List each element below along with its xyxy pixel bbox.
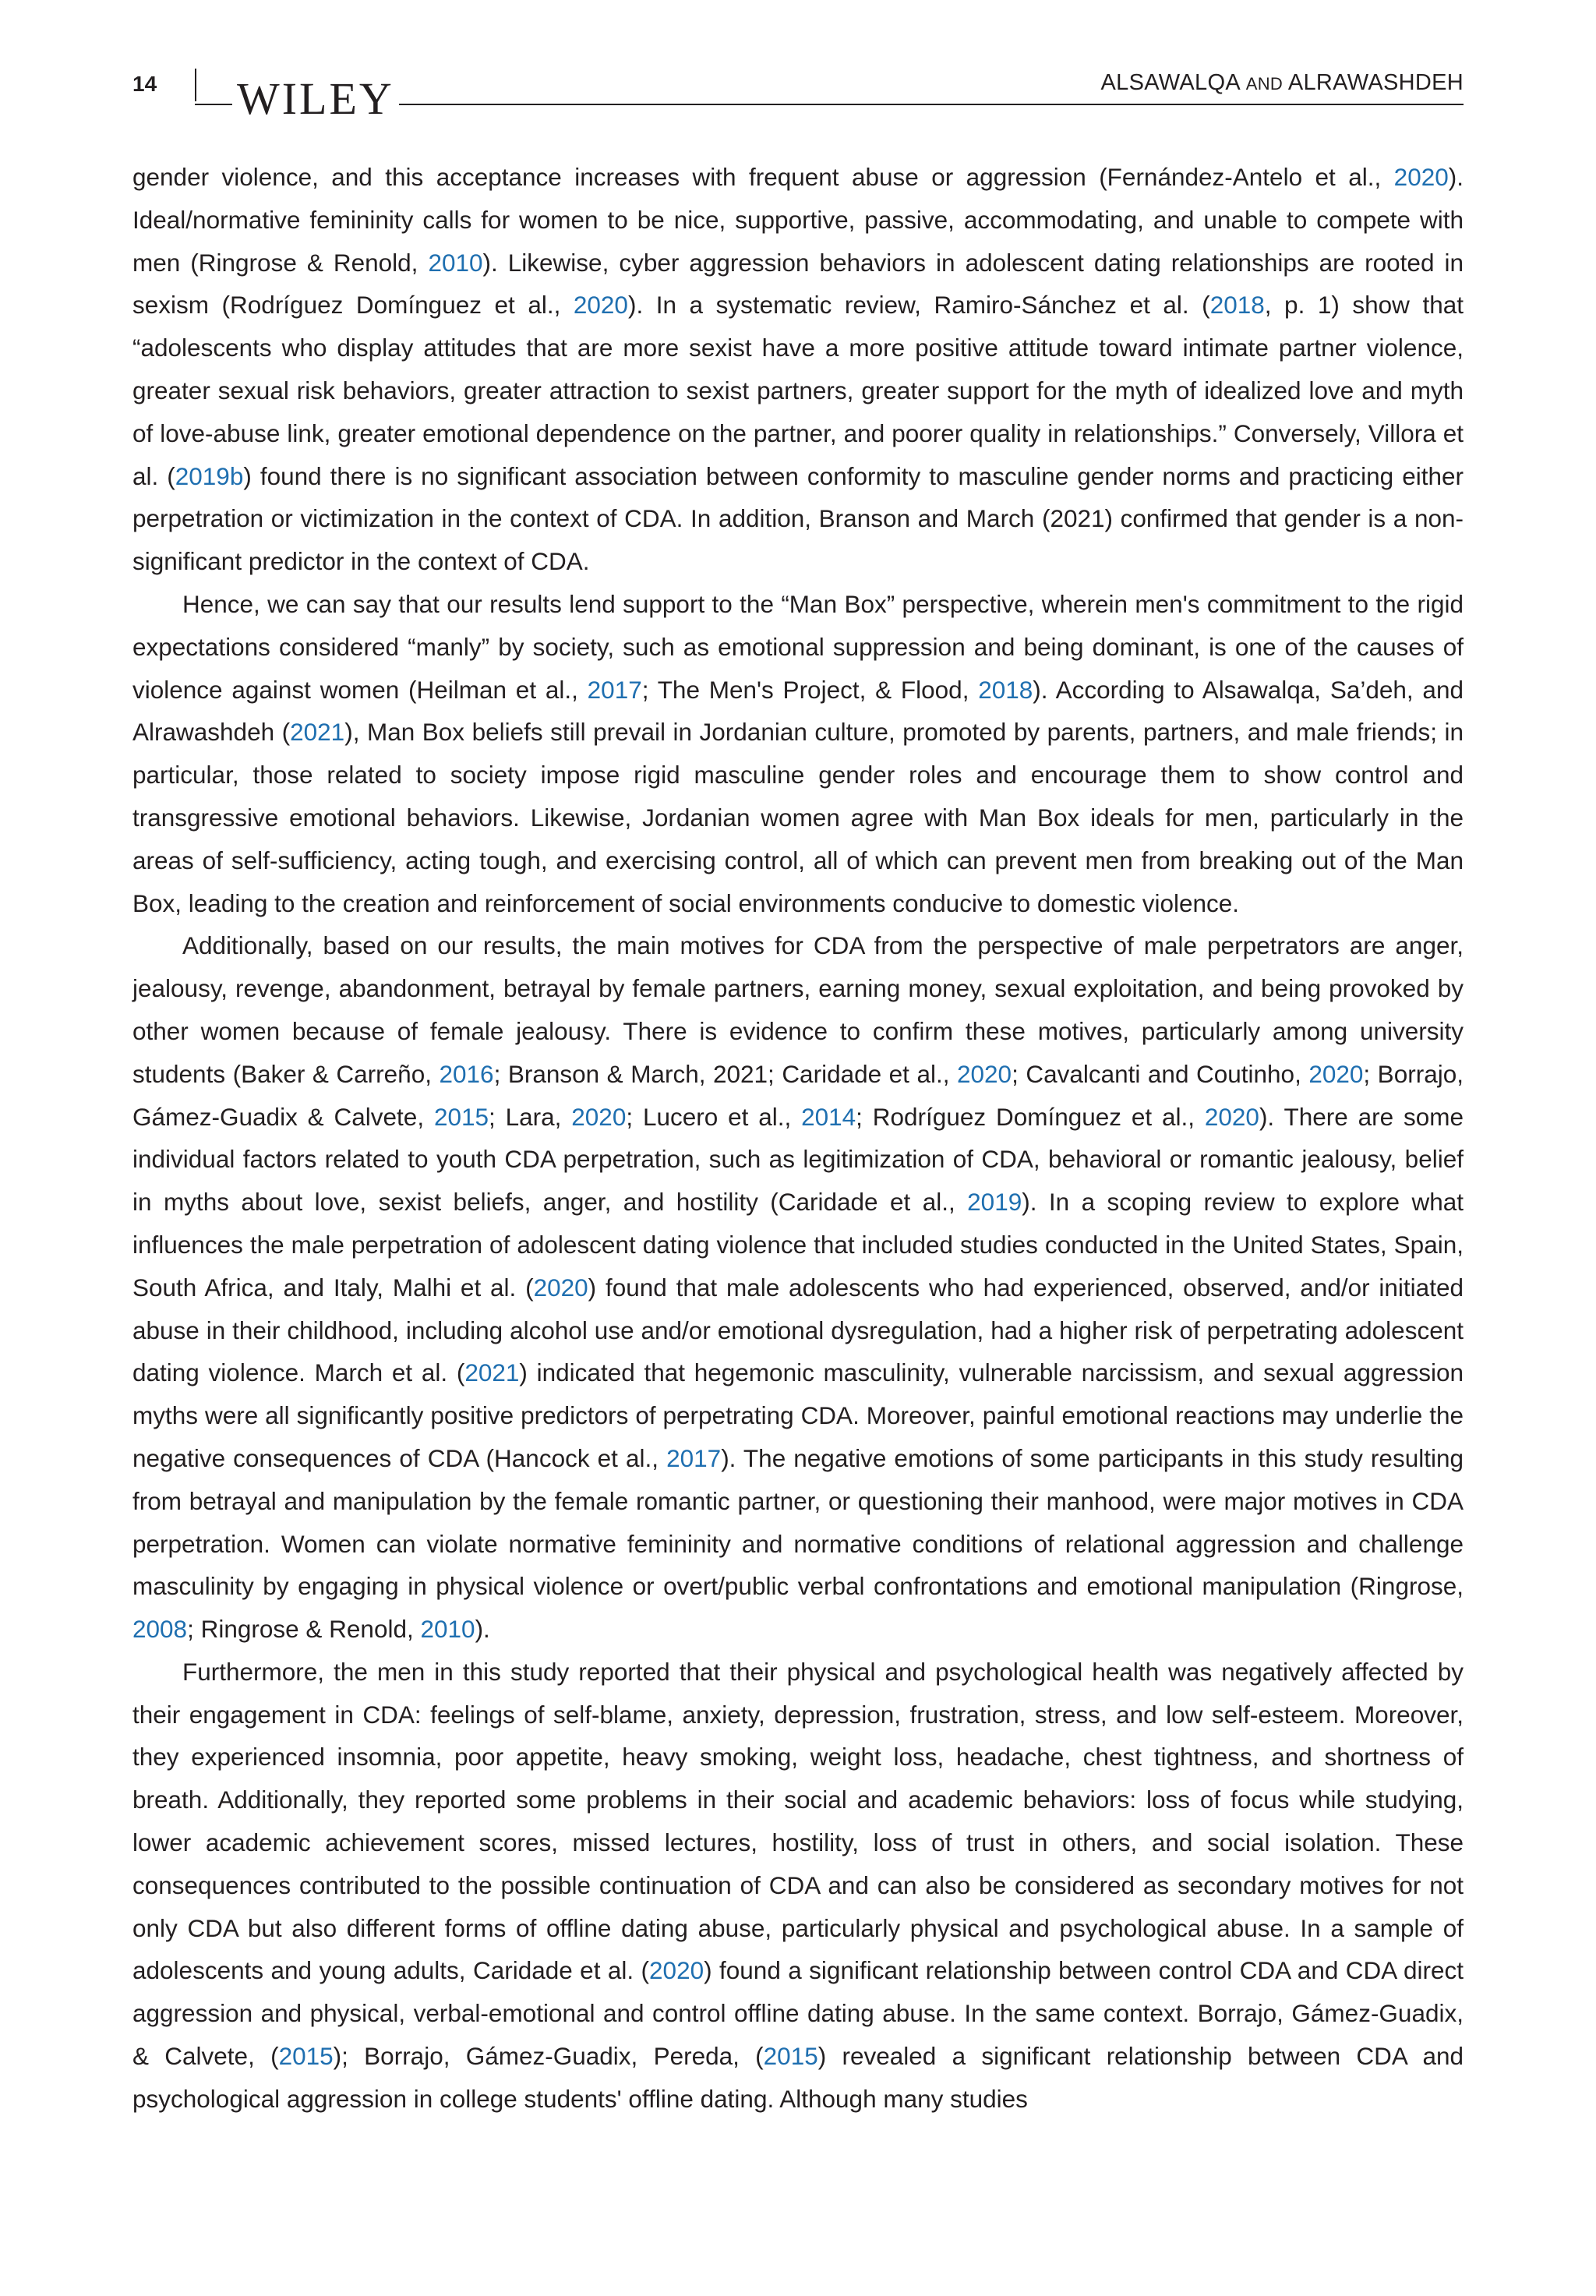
citation-link[interactable]: 2021	[464, 1358, 520, 1387]
citation-link[interactable]: 2018	[978, 675, 1033, 704]
running-head-author-2: ALRAWASHDEH	[1287, 70, 1464, 95]
citation-link[interactable]: 2020	[571, 1102, 627, 1131]
paragraph-text: Hence, we can say that our results lend support to the “Man Box” perspective, wherein men's commitment to the rigid expectations considered “manly” by society, such as emotional suppression and being dominant, is one of the causes of violence against women (Heilman et al.,	[132, 589, 1464, 704]
citation-link[interactable]: 2020	[1393, 163, 1449, 191]
citation-link[interactable]: 2019b	[175, 461, 244, 490]
article-body	[132, 156, 1464, 2121]
citation-link[interactable]: 2020	[533, 1273, 588, 1302]
citation-link[interactable]: 2008	[132, 1615, 188, 1644]
citation-link[interactable]: 2014	[801, 1102, 856, 1131]
paragraph-text: ; The Men's Project, & Flood,	[641, 675, 979, 704]
body-paragraph	[132, 156, 1464, 583]
citation-link[interactable]: 2017	[666, 1443, 722, 1472]
paragraph-text: Furthermore, the men in this study reported that their physical and psychological health was negatively affected by their engagement in CDA: feelings of self-blame, anxiety, depression, frustration, stress, and low self-esteem. Moreover, they experienced insomnia, poor appetite, heavy smoking, weight loss, headache, chest tightness, and shortness of breath. Additionally, they reported some problems in their social and academic behaviors: loss of focus while studying, lower academic achievement scores, missed lectures, hostility, loss of trust in others, and social isolation. These consequences contributed to the possible continuation of CDA and can also be considered as secondary motives for not only CDA but also different forms of offline dating abuse, particularly physical and psychological abuse. In a sample of adolescents and young adults, Caridade et al. (	[132, 1657, 1464, 1985]
paragraph-text: ). Ideal/normative femininity calls for women to be nice, supportive, passive, accommodating, and unable to compete with men (Ringrose & Renold,	[132, 163, 1464, 277]
paragraph-text: ), Man Box beliefs still prevail in Jordanian culture, promoted by parents, partners, and male friends; in particular, those related to society impose rigid masculine gender roles and encourage them to show control and transgressive emotional behaviors. Likewise, Jordanian women agree with Man Box ideals for men, particularly in the areas of self-sufficiency, acting tough, and exercising control, all of which can prevent men from breaking out of the Man Box, leading to the creation and reinforcement of social environments conducive to domestic violence.	[132, 718, 1464, 917]
paragraph-text: ; Cavalcanti and Coutinho,	[1012, 1059, 1309, 1088]
paragraph-text: ) found there is no significant association between conformity to masculine gender norms and practicing either perpetration or victimization in the context of CDA. In addition, Branson and March (2021) confirmed that gender is a non-significant predictor in the context of CDA.	[132, 461, 1464, 576]
citation-link[interactable]: 2020	[1308, 1059, 1364, 1088]
paragraph-text: ; Borrajo, Gámez-Guadix & Calvete,	[132, 1059, 1464, 1131]
citation-link[interactable]: 2010	[428, 248, 483, 277]
paragraph-text: ); Borrajo, Gámez-Guadix, Pereda, (	[333, 2042, 764, 2071]
citation-link[interactable]: 2020	[956, 1059, 1012, 1088]
running-head-author-1: ALSAWALQA	[1100, 70, 1240, 95]
paragraph-text: ; Lucero et al.,	[626, 1102, 802, 1131]
citation-link[interactable]: 2018	[1209, 291, 1265, 320]
paragraph-text: ). According to Alsawalqa, Sa’deh, and Alrawashdeh (	[132, 675, 1464, 747]
paragraph-text: ) indicated that hegemonic masculinity, vulnerable narcissism, and sexual aggression myths were all significantly positive predictors of perpetrating CDA. Moreover, painful emotional reactions may underlie the negative consequences of CDA (Hancock et al.,	[132, 1358, 1464, 1472]
page-header	[132, 69, 1464, 125]
citation-link[interactable]: 2019	[967, 1188, 1022, 1217]
paragraph-text: ; Branson & March, 2021; Caridade et al.,	[493, 1059, 957, 1088]
citation-link[interactable]: 2017	[587, 675, 642, 704]
paragraph-text: ). Likewise, cyber aggression behaviors in adolescent dating relationships are rooted in sexism (Rodríguez Domínguez et al.,	[132, 248, 1464, 320]
paragraph-text: ). In a systematic review, Ramiro-Sánchez et al. (	[627, 291, 1210, 320]
body-paragraph	[132, 924, 1464, 1651]
paragraph-text: ) found that male adolescents who had experienced, observed, and/or initiated abuse in their childhood, including alcohol use and/or emotional dysregulation, had a higher risk of perpetrating adolescent dating violence. March et al. (	[132, 1273, 1464, 1387]
citation-link[interactable]: 2015	[278, 2042, 334, 2071]
citation-link[interactable]: 2020	[573, 291, 628, 320]
paragraph-text: ). There are some individual factors related to youth CDA perpetration, such as legitimization of CDA, behavioral or romantic jealousy, belief in myths about love, sexist beliefs, anger, and hostility (Caridade et al.,	[132, 1102, 1464, 1217]
citation-link[interactable]: 2020	[1204, 1102, 1259, 1131]
publisher-logo: WILEY	[232, 76, 399, 122]
body-paragraph	[132, 1651, 1464, 2121]
running-head-connector: AND	[1245, 74, 1284, 94]
page-number: 14	[132, 72, 157, 96]
citation-link[interactable]: 2015	[433, 1102, 489, 1131]
paragraph-text: ). The negative emotions of some participants in this study resulting from betrayal and manipulation by the female romantic partner, or questioning their manhood, were major motives in CDA perpetration. Women can violate normative femininity and normative conditions of relational aggression and challenge masculinity by engaging in physical violence or overt/public verbal confrontations and emotional manipulation (Ringrose,	[132, 1443, 1464, 1601]
paragraph-text: ; Lara,	[489, 1102, 572, 1131]
citation-link[interactable]: 2020	[649, 1956, 704, 1985]
citation-link[interactable]: 2010	[420, 1615, 475, 1644]
paragraph-text: ).	[475, 1615, 490, 1644]
body-paragraph	[132, 583, 1464, 924]
paragraph-text: gender violence, and this acceptance increases with frequent abuse or aggression (Fernández-Antelo et al.,	[132, 163, 1394, 191]
citation-link[interactable]: 2021	[290, 718, 345, 747]
paragraph-text: ) revealed a significant relationship between CDA and psychological aggression in college students' offline dating. Although many studies	[132, 2042, 1464, 2113]
paragraph-text: ; Ringrose & Renold,	[187, 1615, 421, 1644]
paragraph-text: ; Rodríguez Domínguez et al.,	[856, 1102, 1205, 1131]
paragraph-text: Additionally, based on our results, the main motives for CDA from the perspective of male perpetrators are anger, jealousy, revenge, abandonment, betrayal by female partners, earning money, sexual exploitation, and being provoked by other women because of female jealousy. There is evidence to confirm these motives, particularly among university students (Baker & Carreño,	[132, 931, 1464, 1088]
citation-link[interactable]: 2015	[763, 2042, 818, 2071]
citation-link[interactable]: 2016	[439, 1059, 494, 1088]
running-head-authors	[1101, 70, 1464, 96]
header-divider	[195, 69, 196, 101]
paragraph-text: ). In a scoping review to explore what influences the male perpetration of adolescent dating violence that included studies conducted in the United States, Spain, South Africa, and Italy, Malhi et al. (	[132, 1188, 1464, 1302]
paragraph-text: ) found a significant relationship between control CDA and CDA direct aggression and physical, verbal-emotional and control offline dating abuse. In the same context. Borrajo, Gámez-Guadix, & Calvete, (	[132, 1956, 1464, 2071]
paragraph-text: , p. 1) show that “adolescents who display attitudes that are more sexist have a more positive attitude toward intimate partner violence, greater sexual risk behaviors, greater attraction to sexist partners, greater support for the myth of idealized love and myth of love-abuse link, greater emotional dependence on the partner, and poorer quality in relationships.” Conversely, Villora et al. (	[132, 291, 1464, 490]
